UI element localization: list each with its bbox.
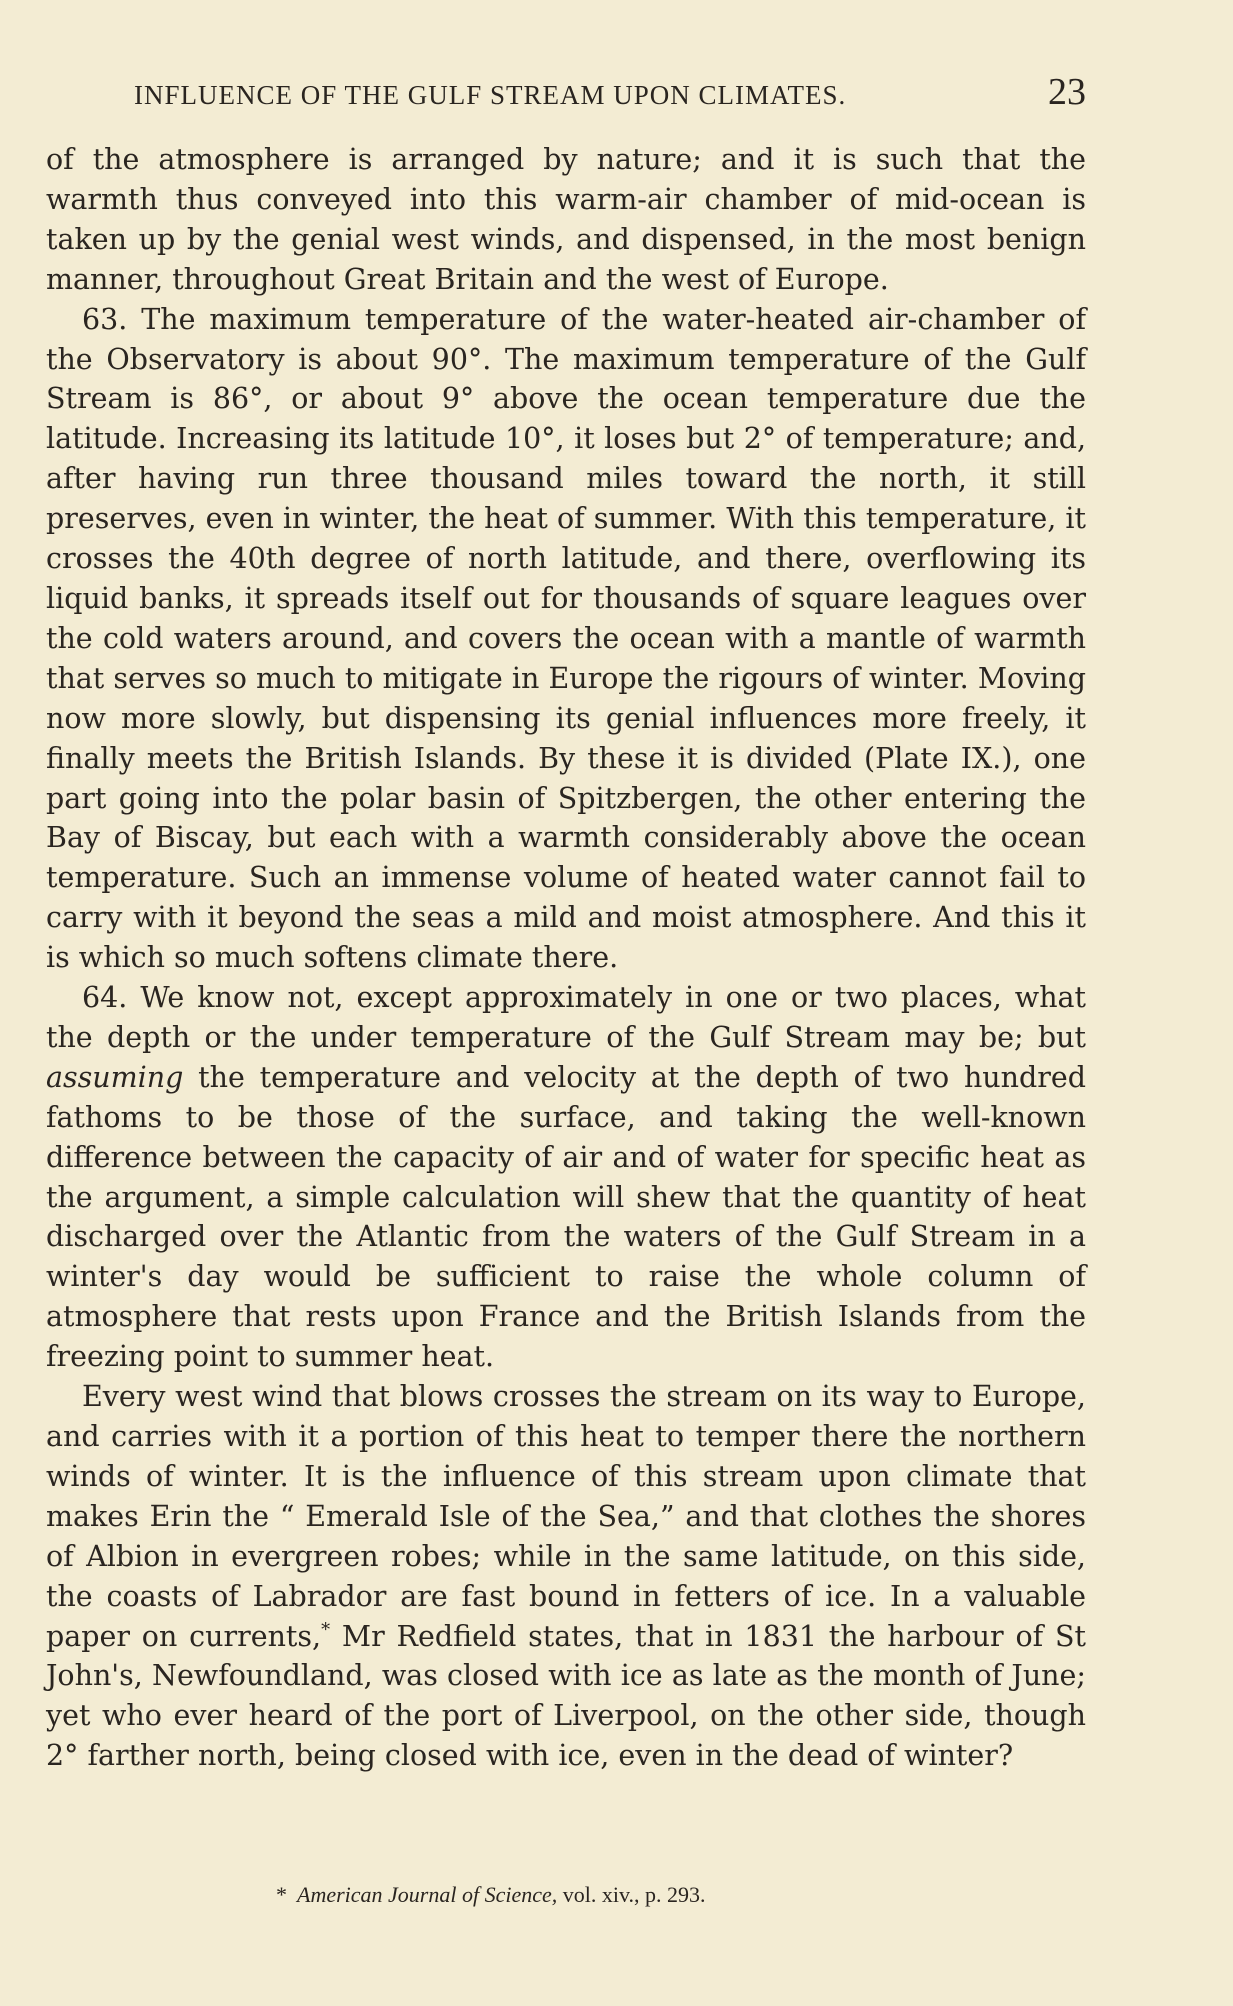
running-head <box>46 70 1086 130</box>
footnote <box>276 1882 706 1908</box>
footnote-citation: vol. xiv., p. 293. <box>562 1882 706 1907</box>
paragraph-west-wind <box>46 1377 1086 1776</box>
emphasis-assuming: assuming <box>46 1060 184 1094</box>
paragraph-west-wind-text-b: Mr Redfield states, that in 1831 the harbour of St John's, Newfoundland, was closed with ice as late as the month of June; yet who ever heard of the port of Liverpool, on the other side, though 2° farther north, being closed with ice, even in the dead of winter? <box>46 1619 1086 1773</box>
paragraph-west-wind-text-a: Every west wind that blows crosses the stream on its way to Europe, and carries with it a portion of this heat to temper there the northern winds of winter. It is the influence of this stream upon climate that makes Erin the “ Emerald Isle of the Sea,” and that clothes the shores of Albion in evergreen robes; while in the same latitude, on this side, the coasts of Labrador are fast bound in fetters of ice. In a valuable paper on currents, <box>46 1380 1086 1653</box>
footnote-mark: * <box>276 1882 287 1907</box>
body-text <box>46 140 1086 1776</box>
paragraph-64-text-b: the temperature and velocity at the depth of two hundred fathoms to be those of the surface, and taking the well-known difference between the capacity of air and of water for specific heat as the argument, a simple calculation will shew that the quantity of heat discharged over the Atlantic from the waters of the Gulf Stream in a winter's day would be sufficient to raise the whole column of atmosphere that rests upon France and the British Islands from the freezing point to summer heat. <box>46 1060 1086 1374</box>
footnote-reference-mark: * <box>321 1619 331 1641</box>
paragraph-63: 63. The maximum temperature of the water-heated air-chamber of the Observatory is about 90°. The maximum temperature of the Gulf Stream is 86°, or about 9° above the ocean temperature due the latitude. Increasing its latitude 10°, it loses but 2° of temperature; and, after having run three thousand miles toward the north, it still preserves, even in winter, the heat of summer. With this temperature, it crosses the 40th degree of north latitude, and there, overflowing its liquid banks, it spreads itself out for thousands of square leagues over the cold waters around, and covers the ocean with a mantle of warmth that serves so much to mitigate in Europe the rigours of winter. Moving now more slowly, but dispensing its genial influences more freely, it finally meets the British Islands. By these it is divided (Plate IX.), one part going into the polar basin of Spitzbergen, the other entering the Bay of Biscay, but each with a warmth considerably above the ocean temperature. Such an immense volume of heated water cannot fail to carry with it beyond the seas a mild and moist atmosphere. And this it is which so much softens climate there. <box>46 302 1086 975</box>
paragraph-64 <box>46 978 1086 1377</box>
page-number: 23 <box>1048 71 1086 113</box>
paragraph-64-text-a: 64. We know not, except approximately in one or two places, what the depth or the under temperature of the Gulf Stream may be; but <box>46 981 1086 1054</box>
running-title: INFLUENCE OF THE GULF STREAM UPON CLIMATES. <box>134 80 847 110</box>
paragraph-continuation: of the atmosphere is arranged by nature; and it is such that the warmth thus conveyed into this warm-air chamber of mid-ocean is taken up by the genial west winds, and dispensed, in the most benign manner, throughout Great Britain and the west of Europe. <box>46 143 1086 296</box>
footnote-journal-title: American Journal of Science, <box>297 1882 558 1907</box>
